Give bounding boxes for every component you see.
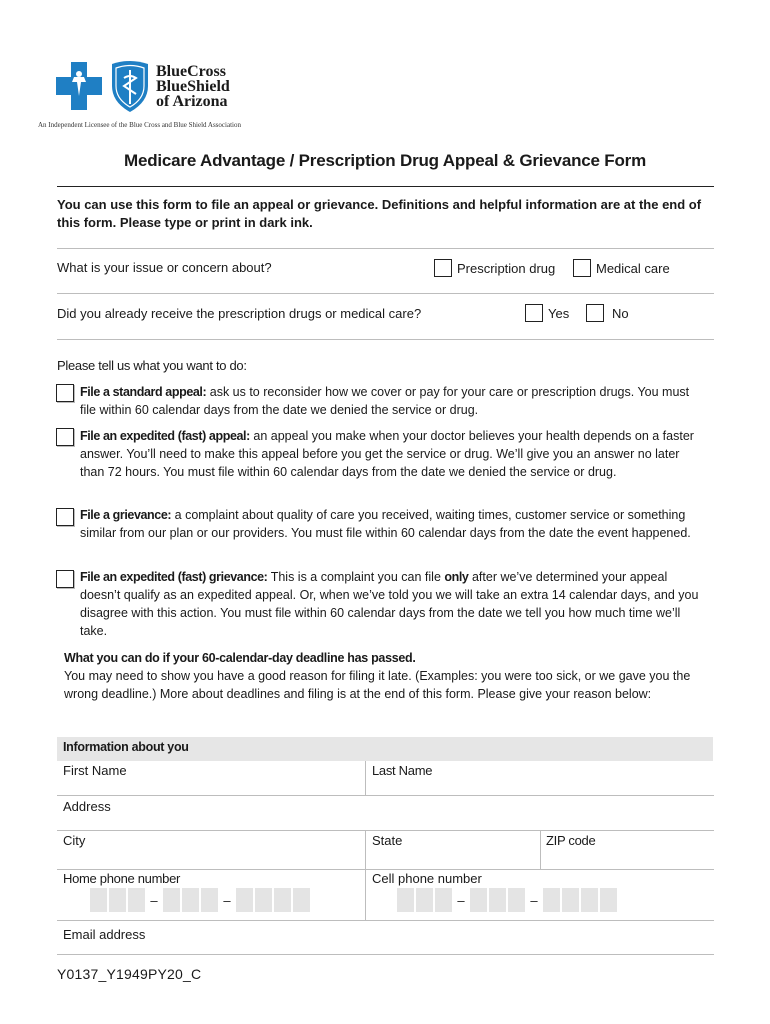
- state-input[interactable]: [366, 831, 540, 869]
- choice-label: File a standard appeal:: [80, 385, 207, 399]
- prescription-drug-checkbox[interactable]: [434, 259, 452, 277]
- divider: [57, 954, 714, 955]
- yes-label: Yes: [548, 305, 570, 321]
- digit-box[interactable]: [581, 888, 598, 912]
- standard-appeal-checkbox[interactable]: [56, 384, 74, 402]
- divider: [57, 248, 714, 249]
- form-code: Y0137_Y1949PY20_C: [57, 966, 202, 982]
- city-label: City: [63, 833, 86, 848]
- company-logo: [56, 58, 230, 114]
- digit-box[interactable]: [109, 888, 126, 912]
- cell-phone-input[interactable]: [397, 888, 619, 912]
- phone-separator: –: [457, 892, 465, 908]
- field-divider: [365, 869, 366, 920]
- digit-box[interactable]: [274, 888, 291, 912]
- issue-option-prescription[interactable]: [434, 259, 555, 277]
- no-label: No: [612, 305, 629, 321]
- choice-label: File an expedited (fast) appeal:: [80, 429, 250, 443]
- digit-box[interactable]: [293, 888, 310, 912]
- form-intro: You can use this form to file an appeal or grievance. Definitions and helpful information are at the end of this form. Please type or print in dark ink.: [57, 197, 702, 230]
- zip-input[interactable]: [541, 831, 713, 869]
- brand-name: [156, 64, 230, 109]
- choice-emphasis: only: [444, 570, 469, 584]
- first-name-label: First Name: [63, 763, 127, 778]
- late-filing-section: [64, 649, 704, 703]
- medical-care-checkbox[interactable]: [573, 259, 591, 277]
- licensee-tagline: An Independent Licensee of the Blue Cross and Blue Shield Association: [38, 121, 241, 129]
- form-title: Medicare Advantage / Prescription Drug Appeal & Grievance Form: [124, 151, 646, 170]
- brand-line-2: BlueShield: [156, 77, 230, 95]
- digit-box[interactable]: [255, 888, 272, 912]
- choice-description: after we’ve determined your appeal doesn’t qualify as an expedited appeal. Or, when we’ve told you we will take an extra 14 calendar days, and you disagree with this action. You must file within 60 calendar days from the date we tell you how much time we’ll take.: [80, 570, 699, 638]
- expedited-appeal-text: [80, 427, 705, 481]
- blue-shield-icon: [110, 60, 150, 112]
- grievance-checkbox[interactable]: [56, 508, 74, 526]
- divider: [57, 293, 714, 294]
- issue-question: What is your issue or concern about?: [57, 260, 272, 275]
- issue-option-medical[interactable]: [573, 259, 670, 277]
- digit-box[interactable]: [201, 888, 218, 912]
- digit-box[interactable]: [435, 888, 452, 912]
- digit-box[interactable]: [182, 888, 199, 912]
- digit-box[interactable]: [562, 888, 579, 912]
- phone-separator: –: [150, 892, 158, 908]
- received-option-yes[interactable]: [525, 304, 569, 322]
- choice-description: a complaint about quality of care you received, waiting times, customer service or something similar from our plan or our providers. You must file within 60 calendar days from the date the event happened.: [80, 508, 691, 540]
- digit-box[interactable]: [416, 888, 433, 912]
- late-filing-text: You may need to show you have a good reason for filing it late. (Examples: you were too sick, or we gave you the wrong deadline.) More about deadlines and filing is at the end of this form. Please give your reason below:: [64, 669, 691, 701]
- info-section-header: [57, 737, 713, 761]
- divider: [57, 339, 714, 340]
- digit-box[interactable]: [600, 888, 617, 912]
- digit-box[interactable]: [236, 888, 253, 912]
- digit-box[interactable]: [489, 888, 506, 912]
- expedited-grievance-checkbox[interactable]: [56, 570, 74, 588]
- choice-label: File an expedited (fast) grievance:: [80, 570, 268, 584]
- info-section-title: Information about you: [63, 740, 189, 754]
- first-name-input[interactable]: [57, 761, 365, 795]
- choice-label: File a grievance:: [80, 508, 172, 522]
- divider: [57, 869, 714, 870]
- prescription-drug-label: Prescription drug: [457, 260, 556, 276]
- digit-box[interactable]: [397, 888, 414, 912]
- yes-checkbox[interactable]: [525, 304, 543, 322]
- received-option-no[interactable]: [586, 304, 629, 322]
- last-name-input[interactable]: [366, 761, 713, 795]
- choice-description: an appeal you make when your doctor believes your health depends on a faster answer. You’ll need to make this appeal before you get the service or drug. We’ll give you an answer no later than 72 hours. You must file within 60 calendar days from the date we denied the service or drug.: [80, 429, 694, 479]
- blue-cross-icon: [56, 62, 102, 110]
- digit-box[interactable]: [508, 888, 525, 912]
- standard-appeal-text: [80, 383, 705, 419]
- phone-separator: –: [530, 892, 538, 908]
- grievance-text: [80, 506, 705, 542]
- choice-description: ask us to reconsider how we cover or pay for your care or prescription drugs. You must file within 60 calendar days from the date we denied the service or drug.: [80, 385, 690, 417]
- received-question: Did you already receive the prescription drugs or medical care?: [57, 306, 422, 321]
- digit-box[interactable]: [470, 888, 487, 912]
- cell-phone-label: Cell phone number: [372, 871, 482, 886]
- brand-line-1: BlueCross: [156, 62, 226, 80]
- title-divider: [57, 186, 714, 187]
- digit-box[interactable]: [90, 888, 107, 912]
- city-input[interactable]: [57, 831, 365, 869]
- phone-separator: –: [223, 892, 231, 908]
- choice-description: This is a complaint you can file: [267, 570, 445, 584]
- address-input[interactable]: [57, 796, 713, 830]
- expedited-grievance-text: [80, 568, 705, 640]
- email-label: Email address: [63, 927, 146, 942]
- request-prompt: Please tell us what you want to do:: [57, 358, 247, 373]
- last-name-label: Last Name: [372, 763, 433, 778]
- no-checkbox[interactable]: [586, 304, 604, 322]
- medical-care-label: Medical care: [596, 260, 670, 276]
- expedited-appeal-checkbox[interactable]: [56, 428, 74, 446]
- email-input[interactable]: [57, 921, 713, 955]
- digit-box[interactable]: [543, 888, 560, 912]
- brand-line-3: of Arizona: [156, 92, 228, 110]
- home-phone-input[interactable]: [90, 888, 312, 912]
- digit-box[interactable]: [128, 888, 145, 912]
- address-label: Address: [63, 799, 111, 814]
- state-label: State: [372, 833, 403, 848]
- home-phone-label: Home phone number: [63, 871, 181, 886]
- late-filing-heading: What you can do if your 60-calendar-day deadline has passed.: [64, 651, 416, 665]
- digit-box[interactable]: [163, 888, 180, 912]
- zip-label: ZIP code: [546, 833, 596, 848]
